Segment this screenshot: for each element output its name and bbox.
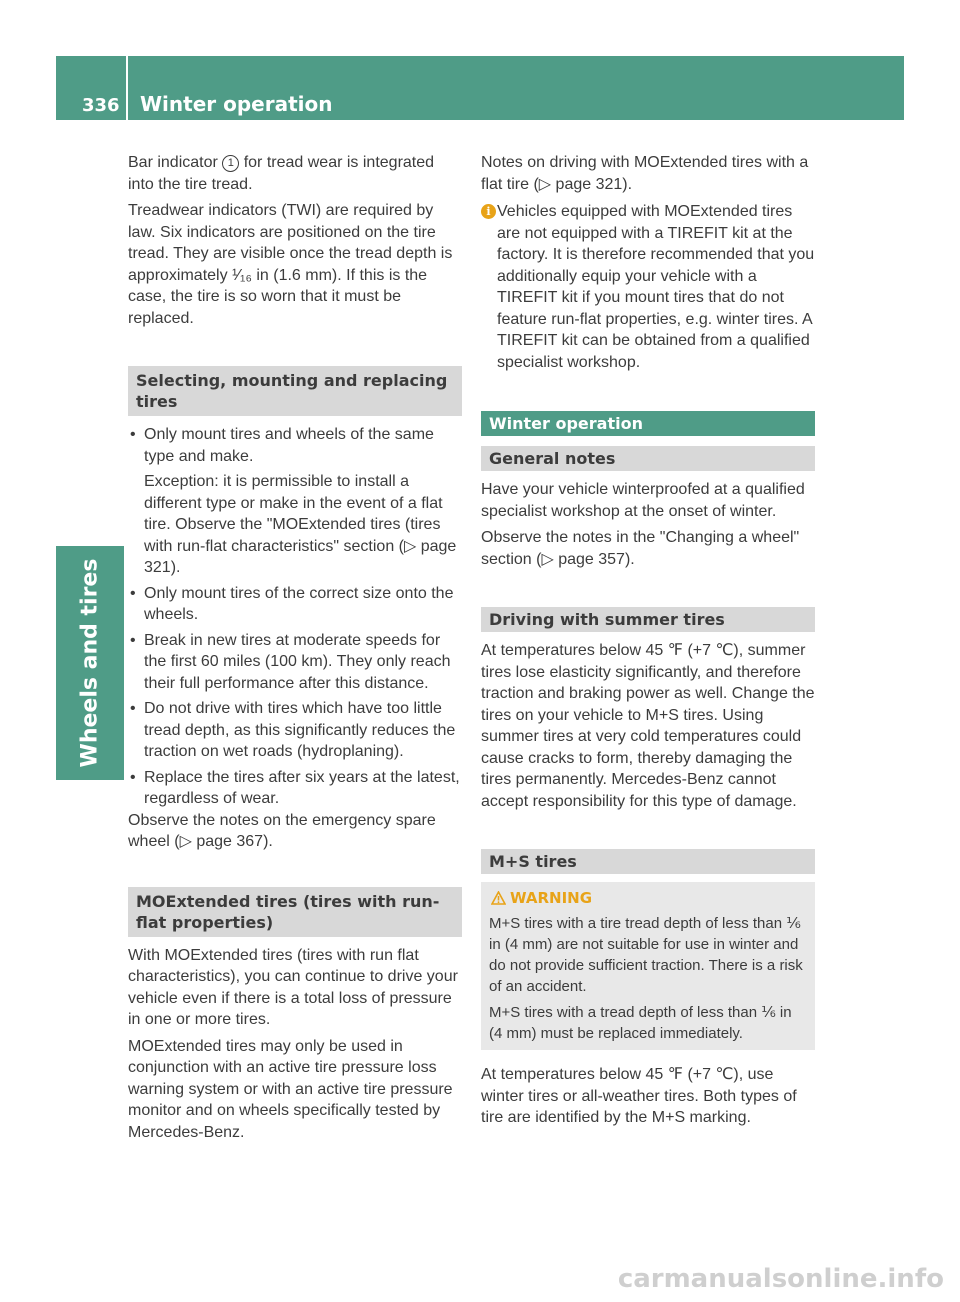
info-icon: i (481, 204, 496, 219)
page-title: Winter operation (140, 92, 333, 116)
heading-ms-tires: M+S tires (481, 849, 815, 874)
ms-tires-paragraph: At temperatures below 45 ℉ (+7 ℃), use winter tires or all-weather tires. Both types of tire are identified by the M+S marking. (481, 1066, 797, 1126)
heading-summer-tires: Driving with summer tires (481, 607, 815, 632)
info-note: i Vehicles equipped with MOExtended tires are not equipped with a TIREFIT kit at the factory. It is therefore recommended that you additionally equip your vehicle with a TIREFIT kit if you mount tires that do not feature run-flat properties, e.g. winter tires. A TIREFIT kit can be obtained from a qualified specialist workshop. (481, 201, 815, 373)
moextended-paragraph-2: MOExtended tires may only be used in conjunction with an active tire pressure loss warning system or with an active tire pressure monitor and on wheels specifically tested by Mercedes-Benz. (128, 1037, 453, 1141)
page-number: 336 (82, 95, 120, 116)
warning-text-2: M+S tires with a tread depth of less than ⅙ in (4 mm) must be replaced immediately. (489, 1004, 792, 1042)
warning-title: WARNING (489, 888, 807, 909)
moextended-paragraph-1: With MOExtended tires (tires with run flat characteristics), you can continue to drive your vehicle even if there is a total loss of pressure in one or more tires. (128, 946, 458, 1028)
side-tab-label: Wheels and tires (77, 558, 103, 768)
bar-indicator-paragraph: Bar indicator 1 for tread wear is integrated into the tire tread. (128, 154, 435, 193)
list-item: • Only mount tires of the correct size onto the wheels. (128, 583, 462, 626)
heading-general-notes: General notes (481, 446, 815, 471)
warning-text-1: M+S tires with a tire tread depth of less than ⅙ in (4 mm) are not suitable for use in winter and do not provide sufficient traction. There is a risk of an accident. (489, 915, 803, 995)
list-item: • Break in new tires at moderate speeds for the first 60 miles (100 km). They only reach their full performance after this distance. (128, 630, 462, 695)
warning-box (481, 882, 815, 1050)
heading-moextended: MOExtended tires (tires with run-flat properties) (128, 887, 462, 937)
fraction: ¹⁄₁₆ (232, 266, 252, 284)
tire-rules-list (128, 424, 462, 810)
general-notes-paragraph-2: Observe the notes in the "Changing a wheel" section (▷ page 357). (481, 529, 800, 568)
warning-triangle-icon (491, 891, 506, 905)
heading-winter-operation: Winter operation (481, 411, 815, 436)
right-column (481, 152, 815, 1134)
list-item: • Only mount tires and wheels of the same type and make. Exception: it is permissible to install a different type or make in the event of a flat tire. Observe the "MOExtended tires (tires with run-flat characteristics" section (▷ page 321). (128, 424, 462, 579)
header-divider (126, 56, 128, 120)
summer-tires-paragraph: At temperatures below 45 ℉ (+7 ℃), summer tires lose elasticity significantly, and therefore traction and braking power as well. Change the tires on your vehicle to M+S tires. Using summer tires at very cold temperatures could cause cracks to form, thereby damaging the tires permanently. Mercedes-Benz cannot accept responsibility for this type of damage. (481, 642, 815, 810)
side-tab (56, 546, 124, 780)
list-item: • Do not drive with tires which have too little tread depth, as this significantly reduces the traction on wet roads (hydroplaning). (128, 698, 462, 763)
exception-note: Exception: it is permissible to install a different type or make in the event of a flat tire. Observe the "MOExtended tires (tires with run-flat characteristics" section (▷ page 321). (144, 473, 457, 576)
flat-tire-notes-paragraph: Notes on driving with MOExtended tires with a flat tire (▷ page 321). (481, 154, 809, 193)
left-column (128, 152, 462, 1148)
twi-paragraph: Treadwear indicators (TWI) are required by law. Six indicators are positioned on the tire tread. They are visible once the tread depth is approximately ¹⁄₁₆ in (1.6 mm). If this is the case, the tire is so worn that it must be replaced. (128, 202, 453, 327)
general-notes-paragraph-1: Have your vehicle winterproofed at a qualified specialist workshop at the onset of winter. (481, 481, 805, 520)
list-item: • Replace the tires after six years at the latest, regardless of wear. (128, 767, 462, 810)
page-header (56, 56, 904, 120)
watermark: carmanualsonline.info (617, 1264, 944, 1294)
heading-selecting-tires: Selecting, mounting and replacing tires (128, 366, 462, 416)
spare-wheel-paragraph: Observe the notes on the emergency spare wheel (▷ page 367). (128, 811, 436, 850)
callout-marker-icon: 1 (222, 155, 239, 172)
